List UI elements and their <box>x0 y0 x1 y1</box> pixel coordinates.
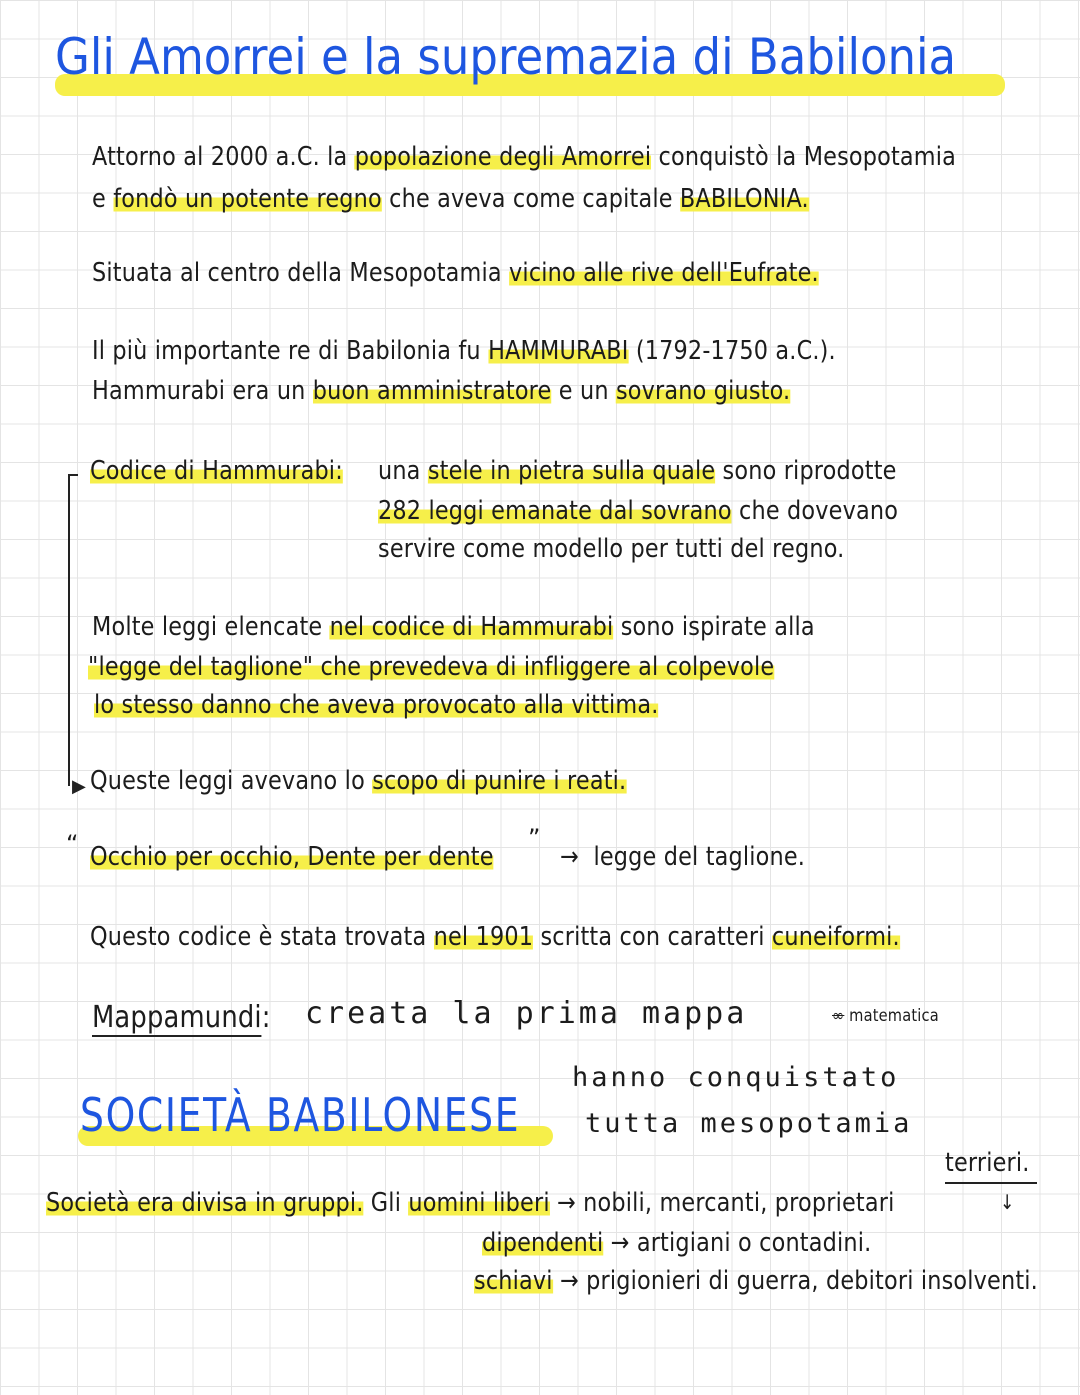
discovery-text: scritta con caratteri <box>533 922 772 952</box>
strikethrough-icon: ∞ <box>832 1006 845 1026</box>
location-text: Situata al centro della Mesopotamia <box>92 258 510 288</box>
page-title: Gli Amorrei e la supremazia di Babilonia <box>55 28 957 86</box>
society-text: Gli <box>363 1188 409 1218</box>
king-highlight: sovrano giusto. <box>615 376 791 406</box>
quote-after-text: legge del taglione. <box>593 842 806 872</box>
taglione-line-2 <box>88 652 774 682</box>
location-highlight: vicino alle rive dell'Eufrate. <box>509 258 819 288</box>
discovery-highlight: cuneiformi. <box>771 922 900 952</box>
taglione-text: Molte leggi elencate <box>92 612 330 642</box>
location-line <box>92 258 819 288</box>
intro-line-1 <box>92 142 956 172</box>
king-dates: (1792-1750 a.C.). <box>628 336 836 366</box>
king-text: Il più importante re di Babilonia fu <box>92 336 489 366</box>
mappamundi-text: creata la prima mappa <box>305 996 748 1031</box>
codice-highlight: 282 leggi emanate dal sovrano <box>378 496 732 526</box>
taglione-line-3 <box>94 690 659 720</box>
quote-text: Occhio per occhio, Dente per dente <box>90 842 494 872</box>
terrieri-text: terrieri. <box>945 1148 1030 1178</box>
codice-text: una <box>378 456 428 486</box>
society-detail: → artigiani o contadini. <box>603 1228 872 1258</box>
king-line-2 <box>92 376 790 406</box>
mappamundi-note: matematica <box>849 1006 939 1026</box>
codice-text: sono riprodotte <box>715 456 897 486</box>
taglione-highlight: "legge del taglione" che prevedeva di infliggere al colpevole <box>88 652 775 682</box>
terrieri-underline <box>945 1182 1037 1184</box>
scopo-text: Queste leggi avevano lo <box>90 766 373 796</box>
intro-highlight: popolazione degli Amorrei <box>354 142 652 172</box>
quote-open-mark: “ <box>66 830 79 858</box>
conquest-line-2: tutta mesopotamia <box>585 1108 913 1139</box>
taglione-highlight: lo stesso danno che aveva provocato alla vittima. <box>94 690 659 720</box>
mappamundi-colon: : <box>261 1000 271 1035</box>
society-group: uomini liberi <box>408 1188 550 1218</box>
codice-line-3 <box>378 534 844 564</box>
codice-highlight: stele in pietra sulla quale <box>427 456 716 486</box>
society-detail: → nobili, mercanti, proprietari <box>549 1188 895 1218</box>
king-line-1 <box>92 336 836 366</box>
society-line-1 <box>46 1188 894 1218</box>
terrieri-line <box>945 1148 1030 1178</box>
codice-label: Codice di Hammurabi: <box>90 456 343 486</box>
intro-highlight: fondò un potente regno <box>113 184 382 214</box>
bracket-arrow-icon: ▶ <box>72 776 86 797</box>
king-name: HAMMURABI <box>488 336 629 366</box>
intro-text: conquistò la Mesopotamia <box>651 142 957 172</box>
intro-line-2 <box>92 184 809 214</box>
quote-close-mark: ” <box>528 824 541 852</box>
society-text: Società era divisa in gruppi. <box>46 1188 364 1218</box>
codice-text: che dovevano <box>731 496 899 526</box>
society-detail: → prigionieri di guerra, debitori insolventi. <box>552 1266 1038 1296</box>
discovery-line <box>90 922 900 952</box>
codice-label-line <box>90 456 343 486</box>
taglione-text: sono ispirate alla <box>613 612 815 642</box>
codice-line-1 <box>378 456 897 486</box>
intro-text: e <box>92 184 114 214</box>
intro-text: che aveva come capitale <box>381 184 680 214</box>
society-line-2 <box>482 1228 871 1258</box>
society-group: dipendenti <box>482 1228 604 1258</box>
mappamundi-label: Mappamundi <box>92 1000 262 1035</box>
conquest-line-1: hanno conquistato <box>572 1062 900 1093</box>
discovery-year: nel 1901 <box>433 922 534 952</box>
arrow-icon: → <box>560 842 579 872</box>
society-line-3 <box>474 1266 1038 1296</box>
scopo-highlight: scopo di punire i reati. <box>372 766 627 796</box>
mappamundi-note-line <box>832 1006 939 1026</box>
section-heading: SOCIETÀ BABILONESE <box>80 1088 521 1142</box>
bracket-line <box>68 474 70 786</box>
king-highlight: buon amministratore <box>312 376 552 406</box>
scopo-line <box>90 766 626 796</box>
taglione-highlight: nel codice di Hammurabi <box>329 612 614 642</box>
quote-after <box>560 842 805 872</box>
taglione-line-1 <box>92 612 815 642</box>
king-text: e un <box>551 376 616 406</box>
society-group: schiavi <box>474 1266 553 1296</box>
discovery-text: Questo codice è stata trovata <box>90 922 434 952</box>
codice-text: servire come modello per tutti del regno. <box>378 534 845 564</box>
down-arrow-icon: ↓ <box>1000 1190 1015 1214</box>
quote-line <box>90 842 494 872</box>
codice-line-2 <box>378 496 898 526</box>
king-text: Hammurabi era un <box>92 376 313 406</box>
mappamundi-line <box>92 1000 271 1035</box>
intro-text: Attorno al 2000 a.C. la <box>92 142 355 172</box>
capital-name: BABILONIA. <box>679 184 809 214</box>
